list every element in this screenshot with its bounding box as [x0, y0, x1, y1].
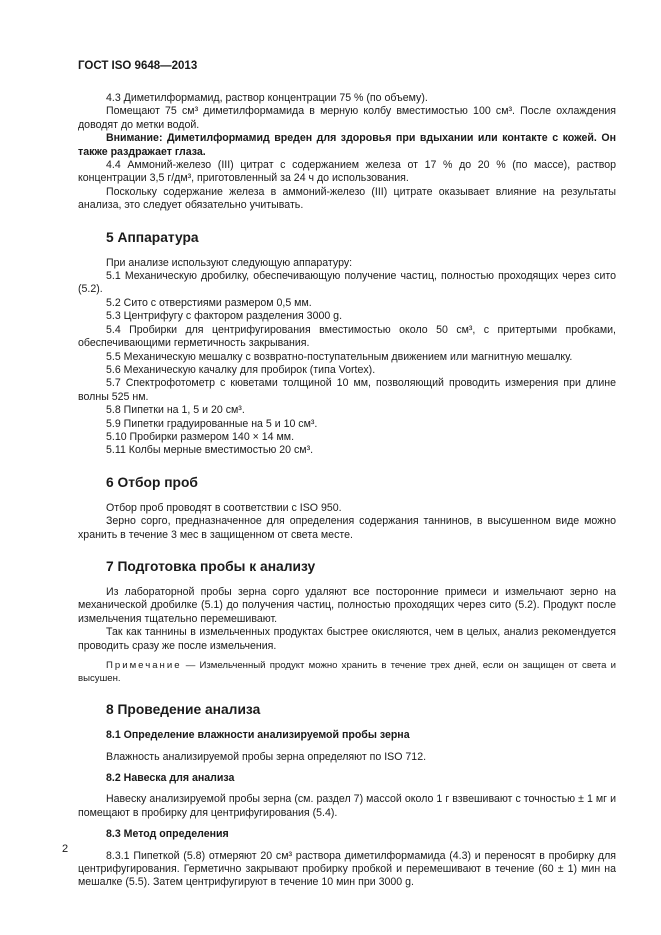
warning-paragraph: Внимание: Диметилформамид вреден для здоровья при вдыхании или контакте с кожей. Он также раздражает глаза.: [78, 132, 616, 158]
page-number: 2: [62, 843, 69, 855]
subsection-heading-8-1: 8.1 Определение влажности анализируемой пробы зерна: [106, 729, 410, 742]
apparatus-item: 5.11 Колбы мерные вместимостью 20 см³.: [106, 444, 314, 457]
subsection-heading-8-3: 8.3 Метод определения: [106, 828, 229, 841]
paragraph-4-3: 4.3 Диметилформамид, раствор концентрации 75 % (по объему).: [106, 92, 428, 104]
apparatus-item: 5.2 Сито с отверстиями размером 0,5 мм.: [106, 296, 312, 309]
preparation-paragraph: Из лабораторной пробы зерна сорго удаляют все посторонние примеси и измельчают зерно на механической дробилке (5.1) до получения частиц, полностью проходящих через сито (5.2). Продукт после измельчения тщательно перемешивают.: [78, 585, 616, 625]
section-heading-5: 5 Аппаратура: [106, 229, 199, 245]
paragraph-4-4: 4.4 Аммоний-железо (III) цитрат с содержанием железа от 17 % до 20 % (по массе), раствор концентрации 3,5 г/дм³, приготовленный за 24 ч до использования.: [78, 159, 616, 185]
apparatus-item: 5.4 Пробирки для центрифугирования вместимостью около 50 см³, с притертыми пробками, обеспечивающими герметичность закрывания.: [78, 323, 616, 350]
apparatus-item: 5.3 Центрифугу с фактором разделения 3000 g.: [106, 310, 343, 323]
moisture-paragraph: Влажность анализируемой пробы зерна определяют по ISO 712.: [106, 750, 427, 763]
apparatus-item: 5.10 Пробирки размером 140 × 14 мм.: [106, 430, 295, 443]
subsection-heading-8-2: 8.2 Навеска для анализа: [106, 772, 235, 784]
note-paragraph: [78, 660, 616, 685]
apparatus-item: 5.9 Пипетки градуированные на 5 и 10 см³.: [106, 417, 318, 430]
apparatus-item: 5.1 Механическую дробилку, обеспечивающую получение частиц, полностью проходящих через сито (5.2).: [78, 270, 616, 296]
section-heading-8: 8 Проведение анализа: [106, 702, 261, 718]
sample-weight-paragraph: Навеску анализируемой пробы зерна (см. раздел 7) массой около 1 г взвешивают с точностью ± 1 мг и помещают в пробирку для центрифугирования (5.4).: [78, 793, 616, 819]
note-label: Примечание: [106, 660, 182, 671]
section-heading-7: 7 Подготовка пробы к анализу: [106, 558, 316, 574]
apparatus-item: 5.5 Механическую мешалку с возвратно-поступательным движением или магнитную мешалку.: [106, 350, 573, 363]
apparatus-item: 5.7 Спектрофотометр с кюветами толщиной 10 мм, позволяющий проводить измерения при длине волны 525 нм.: [78, 377, 616, 403]
method-paragraph: 8.3.1 Пипеткой (5.8) отмеряют 20 см³ раствора диметилформамида (4.3) и переносят в пробирку для центрифугирования. Герметично закрывают пробирку пробкой и перемешивают в течение (60 ± 1) мин на мешалке (5.5). Затем центрифугируют в течение 10 мин при 3000 g.: [78, 849, 616, 889]
paragraph-4-4-note: Поскольку содержание железа в аммоний-железо (III) цитрате оказывает влияние на результаты анализа, это следует обязательно учитывать.: [78, 185, 616, 212]
document-body: [78, 92, 616, 890]
preparation-oxidation-paragraph: Так как таннины в измельченных продуктах быстрее окисляются, чем в целых, анализ рекомендуется проводить сразу же после измельчения.: [78, 626, 616, 652]
apparatus-item: 5.8 Пипетки на 1, 5 и 20 см³.: [106, 404, 245, 417]
sampling-storage-paragraph: Зерно сорго, предназначенное для определения содержания таннинов, в высушенном виде можно хранить в течение 3 мес в защищенном от света месте.: [78, 515, 616, 541]
note-text: — Измельченный продукт можно хранить в течение трех дней, если он защищен от света и высушен.: [78, 660, 616, 684]
document-header: ГОСТ ISO 9648—2013: [78, 60, 198, 72]
apparatus-item: 5.6 Механическую качалку для пробирок (типа Vortex).: [106, 363, 376, 376]
section-heading-6: 6 Отбор проб: [106, 474, 198, 490]
paragraph-4-3-prep: Помещают 75 см³ диметилформамида в мерную колбу вместимостью 100 см³. После охлаждения доводят до метки водой.: [78, 105, 616, 131]
apparatus-intro: При анализе используют следующую аппаратуру:: [106, 256, 353, 269]
sampling-paragraph: Отбор проб проводят в соответствии с ISO 950.: [106, 501, 342, 514]
